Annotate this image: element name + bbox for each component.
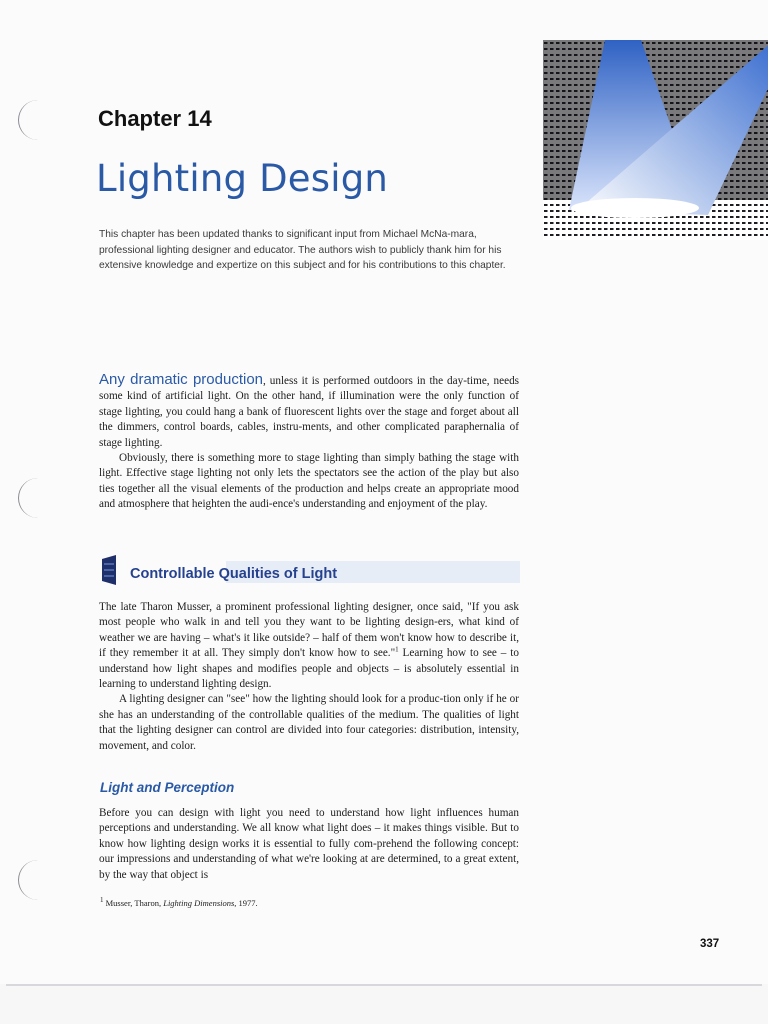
subsection-title: Light and Perception (100, 780, 235, 795)
section-text (99, 600, 519, 754)
section-marker-icon (100, 555, 118, 585)
paragraph-text: The late Tharon Musser, a prominent professional lighting designer, once said, "If you ask most people who walk in and tell you they want to be lighting design-ers, what kind of weather we are having – what's it like outside? – half of them won't know how to describe it, if they remember it at all. They simply don't know how to see." (99, 601, 519, 660)
paragraph: Obviously, there is something more to stage lighting than simply bathing the stage with light. Effective stage lighting not only lets the spectators see the action of the play but also ties together all the visual elements of the production and helps create an appropriate mood and atmosphere that heighten the audi-ence's understanding and enjoyment of the play. (99, 452, 519, 511)
paragraph-text: Learning how to see – to understand how light shapes and modifies people and objects – is absolutely essential in learning to understand lighting design. (99, 647, 519, 691)
paragraph: Before you can design with light you need to understand how light influences human perceptions and understanding. We all know what light does – it makes things visible. But to know how lighting design works it is essential to fully com-prehend the following concept: our impressions and understanding of what we're looking at are determined, to a great extent, by the way that object is (99, 807, 519, 881)
page-edge (6, 984, 762, 986)
lead-in-phrase: Any dramatic production (99, 371, 264, 388)
binder-hole (18, 860, 41, 900)
footnote-year: , 1977. (234, 898, 258, 908)
section-title: Controllable Qualities of Light (130, 566, 338, 582)
paragraph (99, 372, 519, 451)
footnote-source-title: Lighting Dimensions (163, 898, 235, 908)
footnote-text: Musser, Tharon, (105, 898, 164, 908)
section-heading (100, 555, 520, 585)
spotlight-illustration (543, 40, 768, 240)
footnote-reference[interactable]: 1 (395, 645, 399, 654)
chapter-label: Chapter 14 (98, 106, 212, 131)
chapter-intro-note: This chapter has been updated thanks to significant input from Michael McNa-mara, professional lighting designer and educator. The authors wish to publicly thank him for his extensive knowledge and expertize on this subject and for his contributions to this chapter. (99, 229, 506, 271)
binder-hole (18, 478, 41, 518)
opening-text (99, 372, 519, 513)
binder-hole (18, 100, 41, 140)
page-number: 337 (700, 938, 720, 950)
chapter-title: Lighting Design (96, 157, 389, 200)
paragraph-text: , unless it is performed outdoors in the day-time, needs some kind of artificial light. On the other hand, if illumination were the only function of stage lighting, you could hang a bank of fluorescent lights over the stage and forget about all the dimmers, control boards, cables, instru-ments, and other complicated paraphernalia of stage lighting. (99, 375, 520, 449)
paragraph (99, 600, 519, 692)
subsection-text (99, 806, 519, 883)
footnote-marker: 1 (100, 896, 104, 905)
paragraph: A lighting designer can "see" how the lighting should look for a produc-tion only if he or she has an understanding of the controllable qualities of the medium. The qualities of light that the lighting designer can control are divided into four categories: distribution, intensity, movement, and color. (99, 693, 519, 752)
footnote (100, 898, 258, 908)
